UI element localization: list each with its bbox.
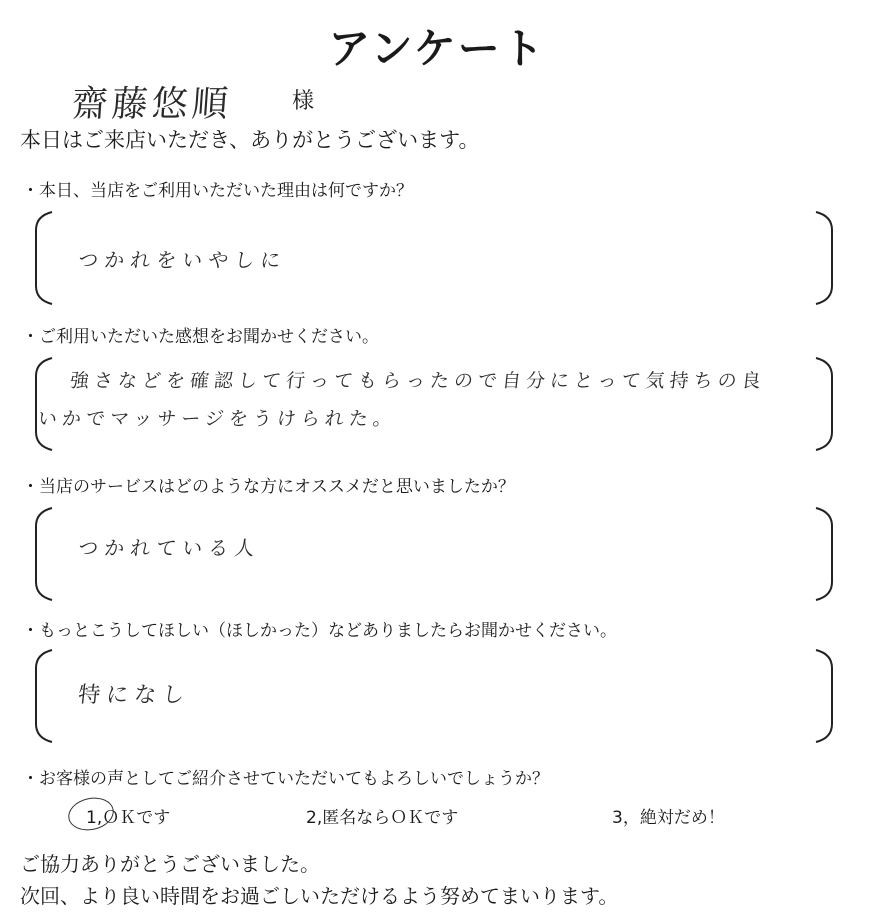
answer-3-text: つかれている人 — [77, 536, 262, 560]
survey-title: アンケート — [328, 24, 546, 73]
answer-bracket-left — [32, 648, 56, 744]
answer-4-text: 特になし — [76, 683, 192, 708]
closing-line-1: ご協力ありがとうございました。 — [20, 852, 320, 876]
answer-2-line-2: いかでマッサージをうけられた。 — [36, 408, 399, 430]
answer-bracket-left — [32, 506, 56, 602]
answer-2-line-1: 強さなどを確認して行ってもらったので自分にとって気持ちの良 — [68, 370, 767, 392]
answer-bracket-right — [812, 648, 836, 744]
question-3: ・当店のサービスはどのような方にオススメだと思いましたか？ — [22, 477, 515, 497]
consent-option-2[interactable]: 2,匿名ならＯＫです — [306, 808, 459, 828]
answer-2-text — [36, 362, 768, 438]
customer-name: 齋藤悠順 — [70, 84, 234, 125]
question-5: ・お客様の声としてご紹介させていただいてもよろしいでしょうか？ — [22, 769, 549, 789]
answer-bracket-right — [812, 210, 836, 306]
customer-honorific: 様 — [292, 89, 315, 114]
question-4: ・もっとこうしてほしい（ほしかった）などありましたらお聞かせください。 — [22, 621, 617, 641]
answer-bracket-right — [812, 356, 836, 452]
consent-option-1[interactable]: 1,ＯＫです — [86, 808, 171, 828]
closing-line-2: 次回、より良い時間をお過ごしいただけるよう努めてまいります。 — [20, 884, 619, 908]
answer-1-text: つかれをいやしに — [77, 248, 288, 272]
greeting-text: 本日はご来店いただき、ありがとうございます。 — [20, 128, 480, 152]
question-2: ・ご利用いただいた感想をお聞かせください。 — [22, 327, 379, 347]
answer-bracket-left — [32, 210, 56, 306]
question-1: ・本日、当店をご利用いただいた理由は何ですか？ — [22, 181, 413, 201]
answer-bracket-right — [812, 506, 836, 602]
consent-option-3[interactable]: 3，絶対だめ！ — [612, 808, 725, 828]
